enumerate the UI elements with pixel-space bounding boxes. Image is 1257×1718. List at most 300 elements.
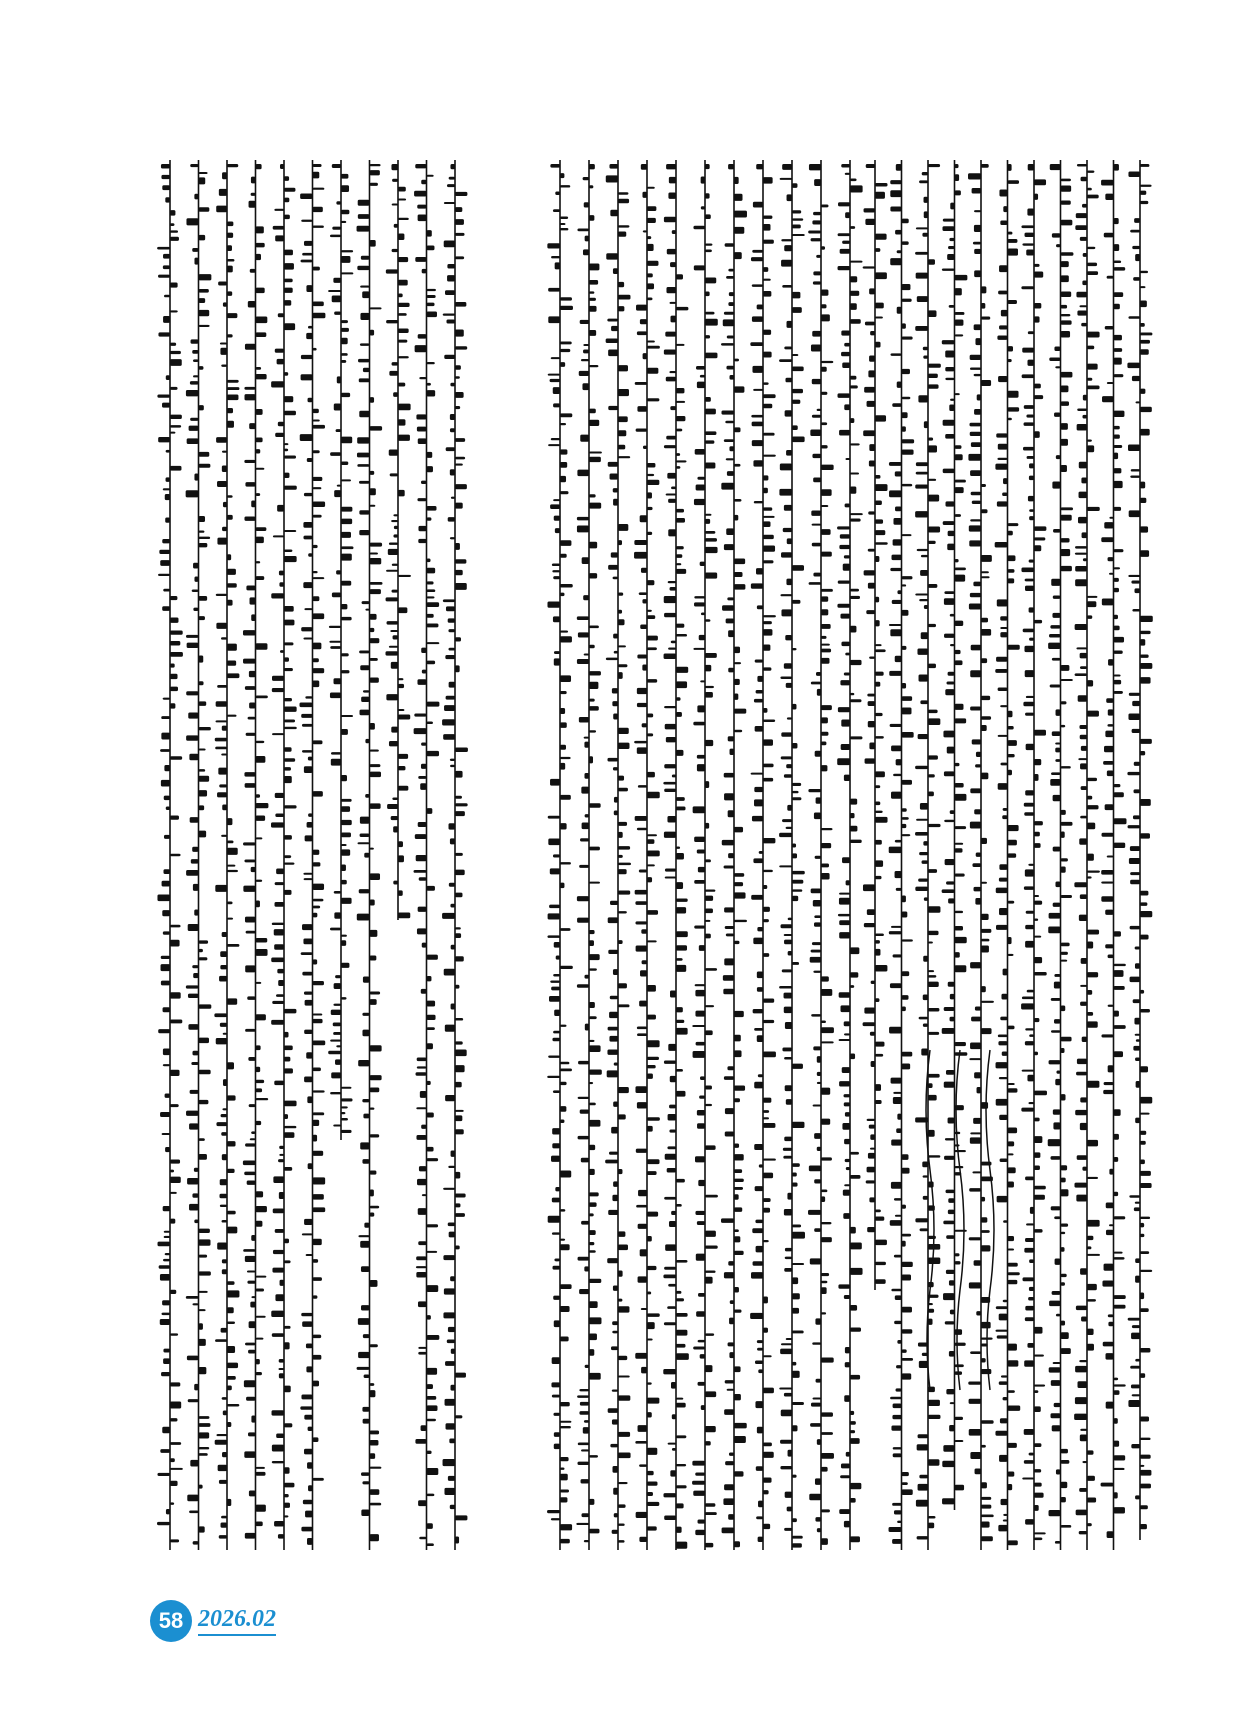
script-glyph [256, 243, 265, 247]
script-glyph [1061, 679, 1073, 681]
script-glyph [560, 823, 567, 829]
script-glyph [577, 659, 589, 664]
script-glyph [334, 891, 341, 894]
script-glyph [997, 599, 1008, 606]
script-glyph [613, 577, 618, 580]
script-glyph [256, 1316, 266, 1318]
script-glyph [1080, 653, 1087, 659]
script-glyph [1003, 808, 1008, 811]
script-glyph [556, 956, 560, 960]
script-glyph [607, 1049, 618, 1054]
script-glyph [763, 1524, 770, 1529]
script-glyph [814, 1228, 821, 1232]
script-glyph [1034, 1091, 1047, 1096]
script-glyph [157, 247, 170, 250]
script-glyph [638, 1425, 647, 1432]
script-glyph [1008, 770, 1012, 776]
script-glyph [284, 1239, 289, 1244]
script-glyph [869, 1125, 875, 1129]
script-glyph [332, 592, 341, 597]
script-glyph [414, 714, 426, 717]
script-glyph [763, 521, 771, 527]
script-glyph [808, 230, 821, 233]
script-glyph [850, 1242, 862, 1249]
script-glyph [642, 599, 647, 603]
script-glyph [1114, 970, 1124, 977]
script-glyph [664, 1197, 676, 1200]
script-glyph [821, 705, 832, 710]
script-glyph [341, 1106, 348, 1108]
script-glyph [450, 765, 455, 767]
script-glyph [222, 1452, 227, 1457]
script-glyph [186, 1296, 199, 1299]
script-glyph [821, 873, 830, 879]
script-glyph [1061, 1274, 1067, 1277]
script-glyph [821, 552, 832, 557]
script-glyph [974, 809, 981, 814]
script-glyph [390, 473, 398, 476]
script-glyph [893, 1453, 902, 1457]
script-line [243, 160, 269, 1550]
script-glyph [705, 547, 718, 553]
script-glyph [427, 886, 435, 891]
script-glyph [443, 1459, 455, 1466]
script-glyph [199, 1447, 210, 1449]
script-glyph [1087, 596, 1097, 598]
script-glyph [161, 981, 170, 986]
script-glyph [942, 1028, 955, 1034]
script-glyph [763, 720, 775, 722]
script-glyph [358, 842, 370, 844]
script-glyph [170, 1442, 181, 1445]
script-glyph [1135, 1202, 1140, 1204]
script-glyph [895, 230, 901, 235]
script-glyph [451, 497, 455, 499]
script-glyph [186, 1111, 198, 1116]
script-glyph [284, 188, 295, 192]
script-glyph [560, 1489, 569, 1492]
script-glyph [589, 1202, 597, 1207]
script-glyph [676, 958, 683, 961]
script-glyph [787, 194, 792, 201]
script-glyph [921, 1049, 928, 1056]
script-glyph [589, 1145, 595, 1150]
script-glyph [955, 1150, 966, 1152]
script-glyph [186, 635, 199, 638]
script-glyph [928, 931, 939, 935]
script-glyph [1130, 926, 1140, 929]
script-glyph [284, 1483, 294, 1488]
script-glyph [194, 1219, 198, 1223]
script-glyph [301, 627, 312, 631]
script-glyph [815, 751, 821, 757]
script-glyph [981, 1521, 990, 1527]
script-glyph [421, 180, 426, 184]
script-glyph [581, 359, 589, 361]
script-glyph [902, 610, 909, 616]
script-glyph [589, 756, 593, 763]
script-glyph [734, 941, 739, 944]
script-glyph [618, 1432, 630, 1437]
script-glyph [726, 276, 734, 279]
script-glyph [1025, 869, 1034, 876]
script-glyph [1008, 711, 1013, 717]
script-glyph [918, 395, 928, 402]
script-glyph [1134, 218, 1140, 223]
script-glyph [158, 1242, 170, 1247]
script-glyph [606, 339, 618, 343]
script-glyph [915, 484, 928, 488]
script-glyph [618, 855, 623, 858]
script-glyph [415, 834, 427, 839]
script-glyph [341, 729, 348, 735]
script-glyph [329, 626, 341, 628]
script-glyph [560, 757, 571, 759]
script-glyph [217, 1243, 227, 1250]
script-glyph [370, 764, 381, 767]
script-glyph [1003, 1520, 1008, 1522]
script-glyph [850, 596, 860, 599]
script-glyph [194, 474, 198, 481]
script-glyph [398, 575, 411, 577]
script-glyph [821, 304, 826, 308]
script-glyph [1107, 1531, 1114, 1538]
script-glyph [427, 1419, 436, 1421]
script-glyph [697, 755, 705, 759]
script-glyph [1114, 218, 1119, 224]
script-glyph [699, 1095, 705, 1098]
script-glyph [1081, 958, 1087, 964]
script-glyph [950, 399, 954, 401]
script-glyph [920, 700, 928, 704]
script-glyph [1114, 578, 1119, 582]
script-glyph [612, 1466, 618, 1473]
script-glyph [1000, 220, 1007, 225]
script-glyph [840, 534, 850, 538]
script-glyph [763, 291, 771, 297]
script-glyph [724, 773, 734, 778]
script-glyph [450, 1505, 455, 1509]
script-glyph [780, 594, 792, 596]
script-glyph [734, 1154, 744, 1160]
script-glyph [387, 621, 398, 625]
script-glyph [943, 219, 955, 222]
script-glyph [784, 1137, 792, 1142]
script-glyph [1022, 997, 1034, 1000]
script-glyph [694, 596, 705, 598]
script-glyph [455, 256, 464, 259]
script-glyph [392, 179, 398, 182]
script-glyph [817, 1072, 821, 1076]
script-glyph [256, 1521, 263, 1526]
script-glyph [902, 1307, 912, 1313]
script-glyph [170, 359, 182, 366]
script-glyph [928, 869, 937, 873]
script-glyph [647, 1126, 653, 1132]
script-glyph [705, 692, 713, 698]
script-glyph [278, 980, 284, 986]
script-glyph [750, 342, 763, 346]
script-glyph [955, 334, 964, 336]
script-glyph [1048, 1139, 1061, 1146]
script-glyph [664, 217, 676, 223]
script-glyph [700, 375, 705, 378]
script-glyph [163, 931, 170, 934]
script-glyph [1114, 931, 1121, 936]
script-glyph [695, 1011, 705, 1017]
script-glyph [251, 1235, 255, 1241]
script-glyph [637, 1102, 647, 1108]
script-glyph [664, 832, 676, 838]
script-glyph [812, 454, 821, 458]
script-glyph [950, 1017, 955, 1022]
script-glyph [636, 1205, 647, 1208]
script-glyph [445, 655, 455, 659]
script-glyph [163, 869, 170, 874]
script-glyph [694, 880, 705, 884]
script-glyph [635, 816, 647, 821]
script-glyph [370, 873, 381, 880]
script-glyph [256, 576, 265, 580]
script-glyph [915, 511, 928, 517]
script-glyph [1061, 401, 1069, 406]
script-glyph [335, 975, 341, 978]
script-glyph [670, 990, 676, 997]
script-glyph [455, 457, 465, 460]
script-glyph [676, 429, 682, 432]
script-glyph [1114, 1384, 1126, 1386]
script-glyph [1114, 507, 1122, 511]
script-glyph [589, 503, 601, 509]
script-glyph [427, 623, 439, 627]
script-glyph [676, 1291, 681, 1294]
script-glyph [618, 664, 627, 667]
script-glyph [398, 709, 404, 711]
script-glyph [928, 1074, 940, 1078]
script-glyph [693, 648, 705, 650]
script-glyph [664, 764, 676, 768]
script-glyph [370, 426, 383, 431]
script-glyph [1080, 1429, 1087, 1431]
script-glyph [398, 233, 404, 239]
script-glyph [946, 682, 954, 685]
script-glyph [643, 446, 647, 449]
script-glyph [891, 1140, 901, 1146]
script-glyph [850, 1483, 861, 1489]
script-glyph [754, 1082, 763, 1089]
script-glyph [1081, 477, 1087, 483]
script-glyph [1082, 1167, 1087, 1171]
script-glyph [553, 576, 560, 579]
script-glyph [751, 1272, 763, 1278]
script-glyph [170, 618, 178, 623]
script-glyph [821, 204, 829, 207]
script-glyph [589, 306, 597, 312]
script-glyph [763, 488, 768, 493]
script-glyph [981, 303, 985, 309]
script-glyph [1061, 952, 1068, 955]
script-glyph [418, 334, 427, 338]
script-glyph [814, 1133, 821, 1139]
script-glyph [955, 1261, 961, 1264]
script-glyph [705, 1030, 713, 1035]
script-glyph [560, 928, 571, 931]
script-glyph [313, 1019, 323, 1023]
script-glyph [705, 164, 710, 169]
script-glyph [734, 1169, 742, 1173]
script-glyph [1049, 1060, 1061, 1064]
script-glyph [821, 741, 826, 745]
script-glyph [955, 621, 964, 626]
script-glyph [875, 597, 879, 603]
script-glyph [1130, 872, 1140, 875]
script-glyph [1061, 185, 1072, 191]
script-glyph [1061, 439, 1068, 446]
script-glyph [786, 827, 792, 829]
script-glyph [612, 1390, 618, 1392]
script-glyph [618, 645, 626, 647]
script-glyph [821, 864, 829, 868]
script-glyph [220, 1179, 227, 1185]
script-glyph [398, 404, 411, 411]
script-glyph [844, 775, 850, 781]
script-glyph [752, 316, 763, 322]
script-glyph [161, 716, 170, 719]
script-glyph [676, 1020, 684, 1023]
script-glyph [666, 737, 676, 742]
script-glyph [812, 415, 821, 418]
script-glyph [271, 593, 284, 598]
script-glyph [1140, 1417, 1149, 1422]
script-glyph [336, 1045, 341, 1047]
script-glyph [328, 1051, 341, 1054]
script-glyph [815, 1478, 821, 1484]
script-glyph [1140, 340, 1150, 344]
script-glyph [981, 1505, 991, 1509]
script-glyph [889, 462, 902, 466]
script-line [663, 160, 689, 1550]
script-glyph [278, 313, 284, 317]
script-glyph [284, 1046, 293, 1051]
script-glyph [792, 1122, 804, 1128]
script-glyph [360, 665, 369, 670]
script-glyph [693, 1491, 705, 1496]
script-glyph [676, 846, 680, 848]
script-glyph [875, 771, 885, 777]
script-glyph [618, 1306, 629, 1312]
script-glyph [870, 1148, 875, 1150]
script-glyph [728, 164, 734, 169]
script-glyph [614, 811, 618, 816]
script-glyph [1061, 1048, 1065, 1053]
script-glyph [664, 653, 676, 659]
script-glyph [305, 696, 312, 698]
script-glyph [665, 876, 676, 878]
script-glyph [1087, 507, 1100, 511]
script-glyph [647, 1502, 659, 1506]
script-glyph [1083, 253, 1087, 257]
script-glyph [618, 1504, 626, 1507]
script-glyph [1008, 1344, 1017, 1351]
script-glyph [1108, 1065, 1114, 1072]
script-glyph [455, 1049, 467, 1056]
script-glyph [359, 530, 369, 535]
script-glyph [647, 1339, 653, 1341]
script-glyph [943, 469, 955, 473]
script-glyph [752, 422, 763, 427]
script-glyph [916, 472, 928, 475]
script-glyph [844, 404, 850, 410]
script-glyph [560, 540, 571, 546]
script-glyph [414, 191, 426, 197]
script-glyph [1050, 685, 1061, 688]
script-glyph [1140, 550, 1149, 557]
script-glyph [1061, 701, 1067, 704]
script-glyph [895, 656, 902, 662]
script-glyph [647, 273, 653, 277]
script-glyph [222, 932, 227, 937]
script-glyph [1056, 244, 1060, 247]
script-glyph [1027, 1075, 1034, 1082]
script-glyph [1079, 1531, 1087, 1534]
script-glyph [1080, 1268, 1087, 1275]
script-glyph [821, 1088, 830, 1095]
script-glyph [370, 658, 378, 661]
script-glyph [734, 1035, 741, 1042]
script-glyph [388, 549, 398, 555]
script-glyph [809, 164, 821, 170]
script-glyph [455, 893, 462, 898]
script-line [1127, 160, 1152, 1540]
script-glyph [589, 185, 593, 188]
script-glyph [618, 192, 628, 194]
script-glyph [955, 567, 966, 570]
script-glyph [1008, 1182, 1014, 1188]
script-glyph [583, 177, 589, 180]
script-glyph [1077, 1059, 1087, 1064]
script-glyph [1000, 763, 1007, 766]
script-glyph [313, 1090, 325, 1092]
script-glyph [844, 1102, 850, 1106]
script-glyph [170, 1159, 180, 1163]
script-glyph [301, 714, 312, 718]
script-glyph [1080, 1435, 1087, 1442]
script-glyph [636, 429, 647, 432]
script-glyph [1107, 382, 1114, 384]
script-glyph [763, 778, 773, 782]
script-glyph [589, 1250, 596, 1253]
script-glyph [1140, 1438, 1151, 1440]
script-glyph [636, 945, 647, 951]
script-glyph [763, 560, 773, 563]
script-glyph [928, 1415, 940, 1419]
script-glyph [693, 1347, 705, 1350]
script-glyph [817, 1147, 821, 1151]
script-glyph [763, 224, 770, 231]
script-glyph [809, 1494, 821, 1501]
script-glyph [220, 1205, 227, 1207]
script-glyph [341, 519, 352, 525]
script-glyph [158, 437, 170, 442]
script-glyph [850, 840, 862, 843]
script-glyph [330, 452, 341, 456]
script-glyph [308, 757, 313, 761]
script-glyph [1087, 1021, 1098, 1027]
script-glyph [217, 481, 227, 487]
script-glyph [1140, 1455, 1151, 1459]
script-glyph [676, 546, 684, 549]
script-glyph [781, 609, 792, 616]
